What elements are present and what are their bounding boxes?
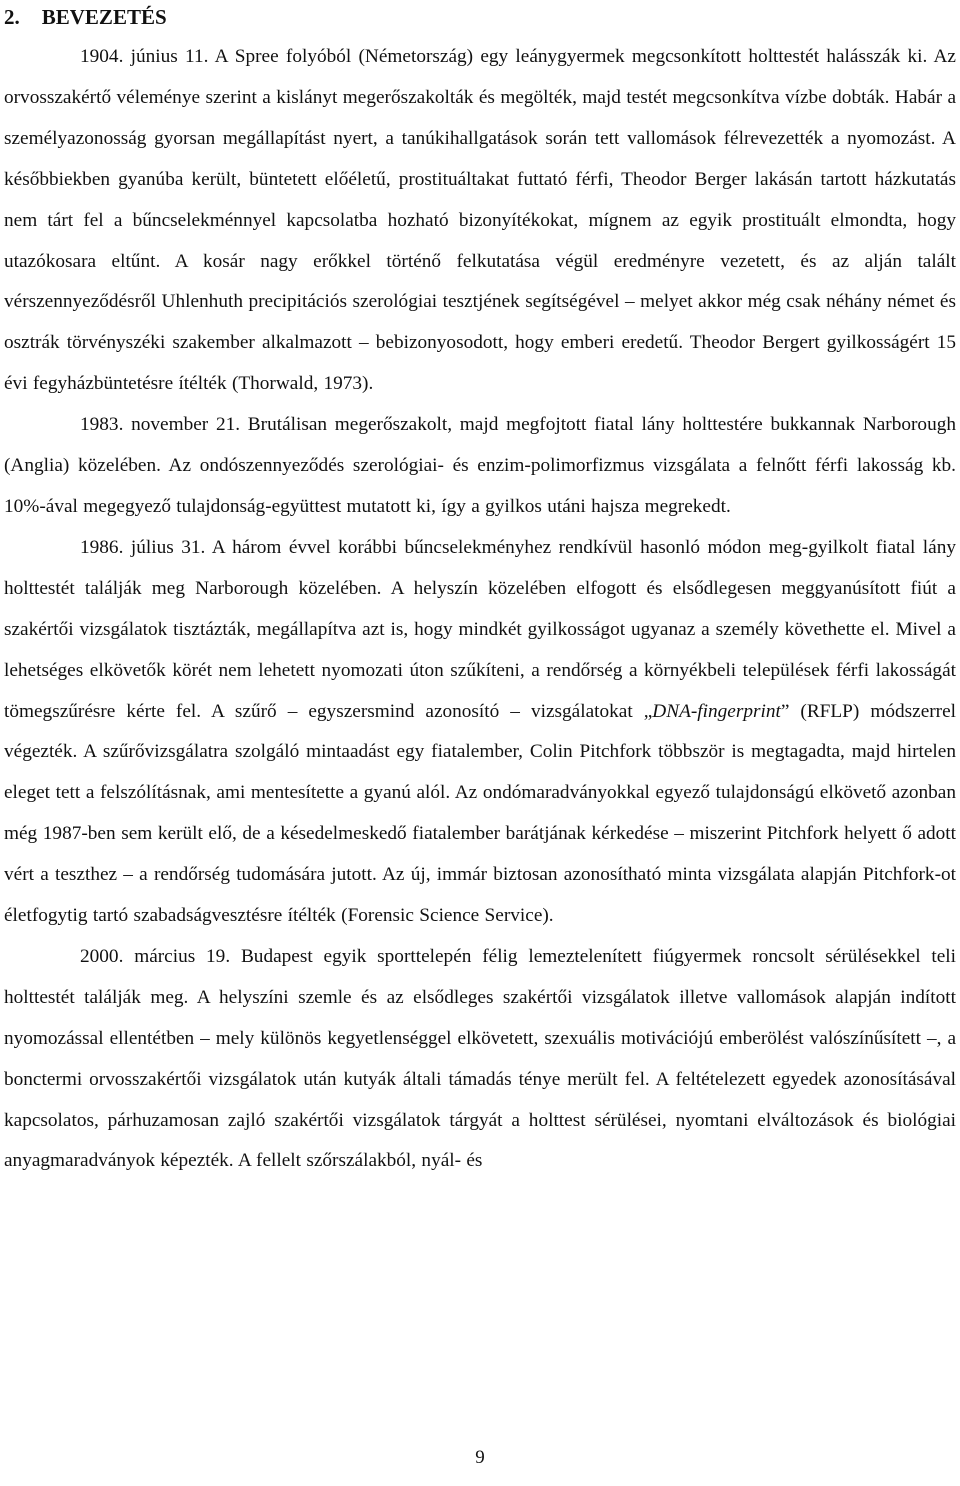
dna-fingerprint-term: DNA-fingerprint: [652, 700, 781, 722]
paragraph-1904: 1904. június 11. A Spree folyóból (Németország) egy leánygyermek megcsonkított holttestét halásszák ki. Az orvosszakértő véleménye szerint a kislányt megerőszakolták és megölték, majd testét megcsonkítva vízbe dobták. Habár a személyazonosság gyorsan megállapítást nyert, a tanúkihallgatások során tett vallomások félrevezették a nyomozást. A későbbiekben gyanúba került, büntetett előéletű, prostituáltakat futtató férfi, Theodor Berger lakásán tartott házkutatás nem tárt fel a bűncselekménnyel kapcsolatba hozható bizonyítékokat, mígnem az egyik prostituált elmondta, hogy utazókosara eltűnt. A kosár nagy erőkkel történő felkutatása végül eredményre vezetett, és az alján talált vérszennyeződésről Uhlenhuth precipitációs szerológiai tesztjének segítségével – melyet akkor még csak néhány német és osztrák törvényszéki szakember alkalmazott – bebizonyosodott, hogy emberi eredetű. Theodor Bergert gyilkosságért 15 évi fegyházbüntetésre ítélték (Thorwald, 1973).: [4, 46, 956, 395]
paragraph-1986-part-1: 1986. július 31. A három évvel korábbi bűncselekményhez rendkívül hasonló módon meg-gyilkolt fiatal lány holttestét találják meg Narborough közelében. A helyszín közelében elfogott és elsődlegesen meggyanúsított fiút a szakértői vizsgálatok tisztázták, megállapítva azt is, hogy mindkét gyilkosságot ugyanaz a személy követhette el. Mivel a lehetséges elkövetők körét nem lehetett nyomozati úton szűkíteni, a rendőrség a környékbeli települések férfi lakosságát tömegszűrésre kérte fel. A szűrő – egyszersmind azonosító – vizsgálatokat „: [4, 536, 956, 722]
page-number: 9: [475, 1447, 485, 1468]
section-number: 2.: [4, 5, 20, 29]
paragraph-2000: 2000. március 19. Budapest egyik sporttelepén félig lemeztelenített fiúgyermek roncsolt sérülésekkel teli holttestét találják meg. A helyszíni szemle és az elsődleges szakértői vizsgálatok illetve vallomások alapján indított nyomozással ellentétben – mely különös kegyetlenséggel elkövetett, szexuális motivációjú emberölést valószínűsített –, a bonctermi orvosszakértői vizsgálatok után kutyák általi támadás ténye merült fel. A feltételezett egyedek azonosításával kapcsolatos, párhuzamosan zajló szakértői vizsgálatok tárgyát a holttest sérülései, nyomtani elváltozások és biológiai anyagmaradványok képezték. A fellelt szőrszálakból, nyál- és: [4, 945, 956, 1172]
body-text: [4, 37, 956, 1182]
section-title: BEVEZETÉS: [41, 5, 167, 29]
section-heading: [4, 4, 167, 30]
paragraph-1986: [4, 528, 956, 937]
paragraph-1983: 1983. november 21. Brutálisan megerőszakolt, majd megfojtott fiatal lány holttestére bukkannak Narborough (Anglia) közelében. Az ondószennyeződés szerológiai- és enzim-polimorfizmus vizsgálata a felnőtt férfi lakosság kb. 10%-ával megegyező tulajdonság-együttest mutatott ki, így a gyilkos utáni hajsza megrekedt.: [4, 414, 956, 517]
paragraph-1986-part-2: ” (RFLP) módszerrel végezték. A szűrővizsgálatra szolgáló mintaadást egy fiatalember, Colin Pitchfork többször is megtagadta, majd hirtelen eleget tett a felszólításnak, ami mentesítette a gyanú alól. Az ondómaradványokkal egyező tulajdonságú elkövető azonban még 1987-ben sem került elő, de a késedelmeskedő fiatalember barátjának kérkedése – miszerint Pitchfork helyett ő adott vért a teszthez – a rendőrség tudomására jutott. Az új, immár biztosan azonosítható minta vizsgálata alapján Pitchfork-ot életfogytig tartó szabadságvesztésre ítélték (Forensic Science Service).: [4, 700, 957, 927]
